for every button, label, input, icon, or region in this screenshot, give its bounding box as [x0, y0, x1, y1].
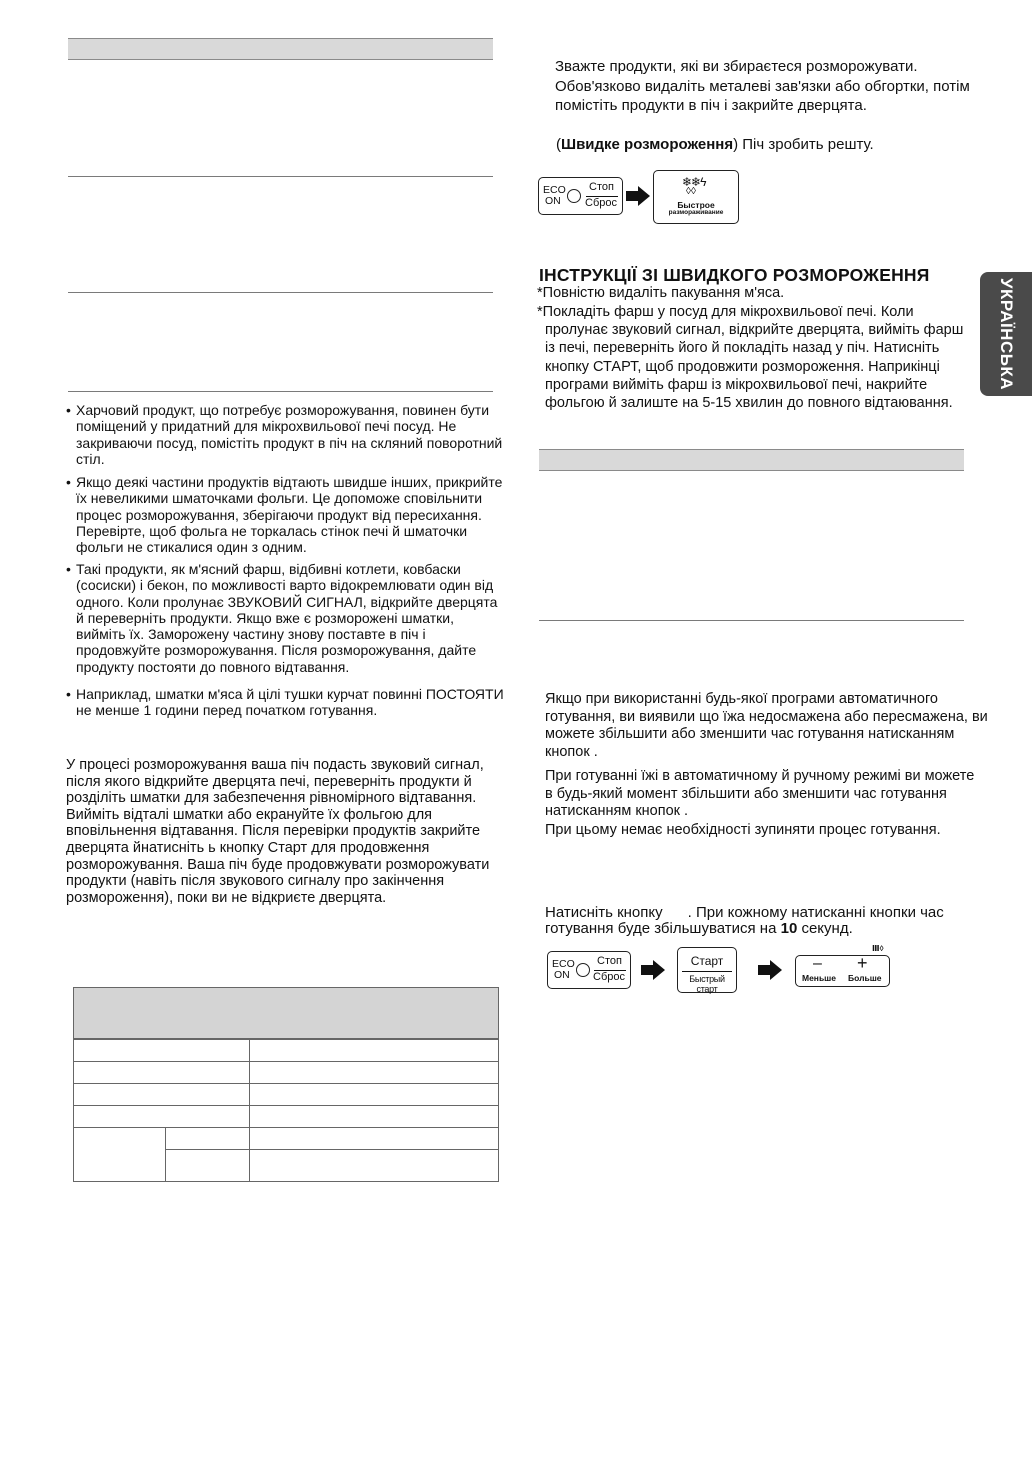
language-tab-label: УКРАЇНСЬКА — [997, 277, 1016, 391]
instruction-2: *Покладіть фарш у посуд для мікрохвильової печі. Коли пролунає звуковий сигнал, відкрийте дверцята, вийміть фарш із печі, переверніть його й покладіть назад у піч. Натисніть кнопку СТАРТ, щоб продовжити розмороження. Наприкінці програми вийміть фарш із мікрохвильової печі, накрийте фольгою й залиште на 5-15 хвилин до повного відтаювання. — [537, 304, 964, 412]
press-bold-10: 10 — [780, 920, 798, 937]
drops-icon: ◊◊ — [686, 186, 696, 197]
quick-defrost-bold: Швидке розмороження — [561, 136, 734, 153]
quick-defrost-line — [556, 137, 956, 154]
divider-2 — [68, 292, 493, 293]
data-table — [73, 1039, 499, 1182]
less-more-button[interactable] — [795, 955, 890, 987]
on-label: ON — [554, 969, 570, 981]
more-label: Больше — [848, 973, 882, 983]
table-row — [74, 1128, 499, 1150]
quick-defrost-label-2: размораживание — [668, 209, 724, 216]
bullet-4: • Наприклад, шматки м'яса й цілі тушки курчат повинні ПОСТОЯТИ не менше 1 години перед початком готування. — [66, 686, 504, 719]
auto-text-2: При готуванні їжі в автоматичному й ручному режимі ви можете в будь-який момент збільшити або зменшити час готування натисканням кнопок . — [545, 768, 975, 819]
table-row — [74, 1106, 499, 1128]
wattage-icon: Ⅲ◊ — [872, 944, 884, 953]
quick-open: ( — [556, 136, 561, 153]
bullet-3: • Такі продукти, як м'ясний фарш, відбивні котлети, ковбаски (сосиски) і бекон, по можливості варто відокремлювати один від одного. Коли пролунає ЗВУКОВИЙ СИГНАЛ, відкрийте дверцята й переверніть продукти. Якщо вже є розморожені шматки, вийміть їх. Заморожену частину знову поставте в піч і продовжуйте розморожування. Після розморожування, дайте продукту постояти до повного відтавання. — [66, 561, 504, 675]
reset-label: Сброс — [585, 197, 617, 209]
divider-4 — [539, 620, 964, 621]
press-text-3: секунд. — [801, 920, 853, 937]
press-text-1: Натисніть кнопку — [545, 904, 663, 921]
auto-text-3: При цьому немає необхідності зупиняти процес готування. — [545, 822, 941, 838]
quick-defrost-label-1: Быстрое — [677, 200, 715, 210]
plus-icon: + — [857, 953, 868, 973]
less-label: Меньше — [802, 973, 836, 983]
table-row — [74, 1040, 499, 1062]
press-button-text — [545, 905, 985, 937]
divider-3 — [68, 391, 493, 392]
table-header-bar — [73, 987, 499, 1039]
gear-icon — [567, 189, 581, 203]
bullet-2: • Якщо деякі частини продуктів відтають швидше інших, прикрийте їх невеликими шматочками фольги. Це допоможе сповільнити процес розморожування, зберігаючи продукт від пересихання. Перевірте, щоб фольга не торкалась стінок печі й шматочки фольги не стикалися один з одним. — [66, 474, 504, 555]
bullet-1: • Харчовий продукт, що потребує розморожування, повинен бути поміщений у придатний для мікрохвильової печі посуд. Не закриваючи посуд, помістіть продукт в піч на скляний поворотний стіл. — [66, 402, 504, 467]
instruction-1: *Повністю видаліть пакування м'яса. — [537, 285, 785, 301]
start-divider — [682, 971, 732, 972]
defrost-paragraph: У процесі розморожування ваша піч подасть звуковий сигнал, після якого відкрийте дверцята печі, переверніть продукти й розділіть шматки для забезпечення рівномірного відтавання. Вийміть відталі шматки або екрануйте їх фольгою для вповільнення відтавання. Після перевірки продуктів закрийте дверцята йнатисніть ь кнопку Старт для продовження розморожування. Ваша піч буде продовжувати розморожувати продукти (навіть після звукового сигналу про закінчення розмороження), поки ви не відкриєте дверцята. — [66, 757, 490, 906]
auto-text-1: Якщо при використанні будь-якої програми автоматичного готування, ви виявили що їжа недосмажена або пересмажена, ви можете збільшити або зменшити час готування натисканням кнопок . — [545, 691, 988, 760]
gear-icon — [576, 963, 590, 977]
press-text-2: . При кожному натисканні кнопки час готування буде збільшуватися на — [545, 904, 944, 937]
table-row — [74, 1062, 499, 1084]
eco-label: ECO — [543, 184, 566, 196]
start-label: Старт — [690, 954, 724, 968]
section-header-bar-2 — [539, 449, 964, 471]
eco-stop-reset-button[interactable] — [538, 177, 623, 215]
quick-defrost-rest: ) Піч зробить решту. — [733, 136, 874, 153]
section-header-bar-1 — [68, 38, 493, 60]
stop-label: Стоп — [589, 181, 614, 193]
stop-label: Стоп — [597, 955, 622, 967]
quick-defrost-button[interactable] — [653, 170, 739, 224]
language-tab — [980, 272, 1032, 396]
on-label: ON — [545, 195, 561, 207]
eco-label: ECO — [552, 958, 575, 970]
divider-1 — [68, 176, 493, 177]
eco-stop-reset-button-2[interactable] — [547, 951, 631, 989]
snowflake-drops-icon: ❄❄ϟ — [682, 175, 706, 189]
quick-start-label: Быстрый старт — [689, 974, 725, 994]
quick-defrost-heading: ІНСТРУКЦІЇ ЗІ ШВИДКОГО РОЗМОРОЖЕННЯ — [539, 265, 930, 285]
reset-label: Сброс — [593, 971, 625, 983]
table-row — [74, 1084, 499, 1106]
minus-icon: – — [813, 955, 822, 972]
start-button[interactable] — [677, 947, 737, 993]
intro-text: Зважте продукти, які ви збираєтеся розморожувати. Обов'язково видаліть металеві зав'язки або обгортки, потім помістіть продукти в піч і закрийте дверцята. — [555, 58, 970, 114]
